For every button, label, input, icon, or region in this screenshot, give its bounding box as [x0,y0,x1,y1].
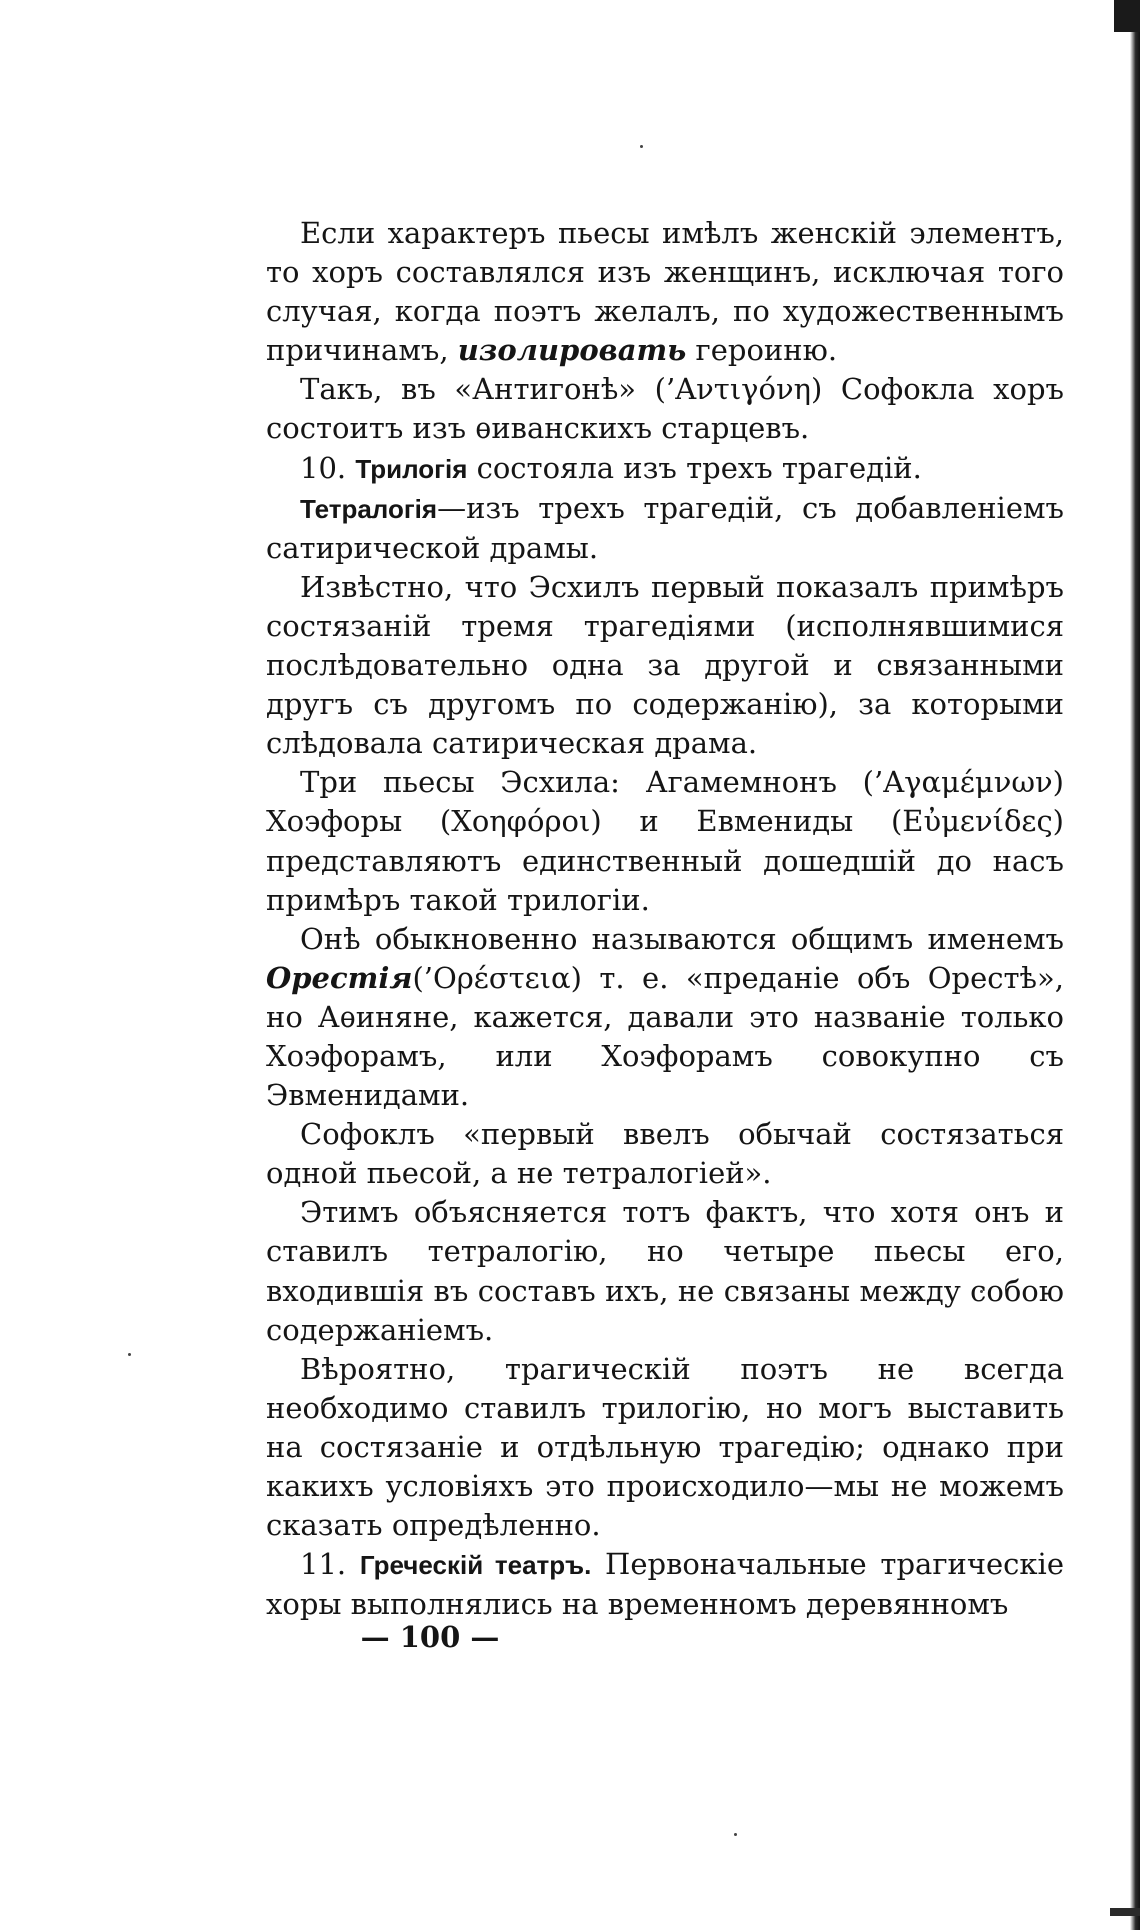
term-tetralogy: Тетралогія [300,493,438,524]
scan-speck [128,1353,131,1356]
term-greek-theatre: Греческій театръ. [359,1550,592,1581]
paragraph-text: Если характеръ пьесы имѣлъ женскій элементъ, то хоръ составлялся изъ женщинъ, исключая того случая, когда поэтъ желалъ, по художественнымъ причинамъ, [266,216,1064,368]
paragraph-oresteia [266,920,1064,1115]
paragraph-text: —изъ трехъ трагедій, съ добавленіемъ сатирической драмы. [266,490,1064,565]
page-edge-mark-top [1114,0,1140,32]
paragraph-tetralogy [266,489,1064,568]
italic-term-isolate: изолировать [457,333,687,368]
page-body [266,214,1064,1624]
section-number: 10. [300,450,347,485]
section-number: 11. [300,1547,347,1582]
scan-speck [734,1833,737,1836]
page-edge-mark-bottom [1110,1908,1140,1916]
paragraph-greek-theatre [266,1545,1064,1624]
page-number: — 100 — [360,1620,500,1654]
italic-term-oresteia: Орестія [266,960,413,995]
paragraph-antigone: Такъ, въ «Антигонѣ» (’Αντιγόνη) Софокла хоръ состоитъ изъ ѳиванскихъ старцевъ. [266,372,1064,446]
paragraph-female-chorus [266,214,1064,370]
paragraph-text: героиню. [686,333,838,368]
paragraph-text: Онѣ обыкновенно называются общимъ именемъ [300,921,1064,956]
paragraph-text: состояла изъ трехъ трагедій. [467,450,922,485]
paragraph-explanation: Этимъ объясняется тотъ фактъ, что хотя онъ и ставилъ тетралогію, но четыре пьесы его, входившія въ составъ ихъ, не связаны между собою содержаніемъ. [266,1195,1064,1347]
paragraph-probably: Вѣроятно, трагическій поэтъ не всегда необходимо ставилъ трилогію, но могъ выставить на состязаніе и отдѣльную трагедію; однако при какихъ условіяхъ это происходило—мы не можемъ сказать опредѣленно. [266,1351,1064,1543]
paragraph-text: Первоначальные трагическіе хоры выполнялись на временномъ деревянномъ [266,1547,1064,1622]
paragraph-trilogy [266,449,1064,489]
scan-speck [640,145,643,148]
paragraph-aeschylus: Извѣстно, что Эсхилъ первый показалъ примѣръ состязаній тремя трагедіями (исполнявшимися послѣдовательно одна за другой и связанными другъ съ другомъ по содержанію), за которыми слѣдовала сатирическая драма. [266,569,1064,761]
paragraph-text: (’Ορέστεια) т. е. «преданіе объ Орестѣ», но Аѳиняне, кажется, давали это названіе только Хоэфорамъ, или Хоэфорамъ совокупно съ Эвменидами. [266,960,1064,1113]
paragraph-sophocles: Софоклъ «первый ввелъ обычай состязаться одной пьесой, а не тетралогіей». [266,1117,1064,1191]
paragraph-three-plays: Три пьесы Эсхила: Агамемнонъ (’Αγαμέμνων) Хоэфоры (Χοηφόροι) и Евмениды (Εὐμενίδες) представляютъ единственный дошедшій до насъ примѣръ такой трилогіи. [266,765,1064,917]
term-trilogy: Трилогія [355,453,468,484]
page-edge-shadow [1130,0,1140,1930]
